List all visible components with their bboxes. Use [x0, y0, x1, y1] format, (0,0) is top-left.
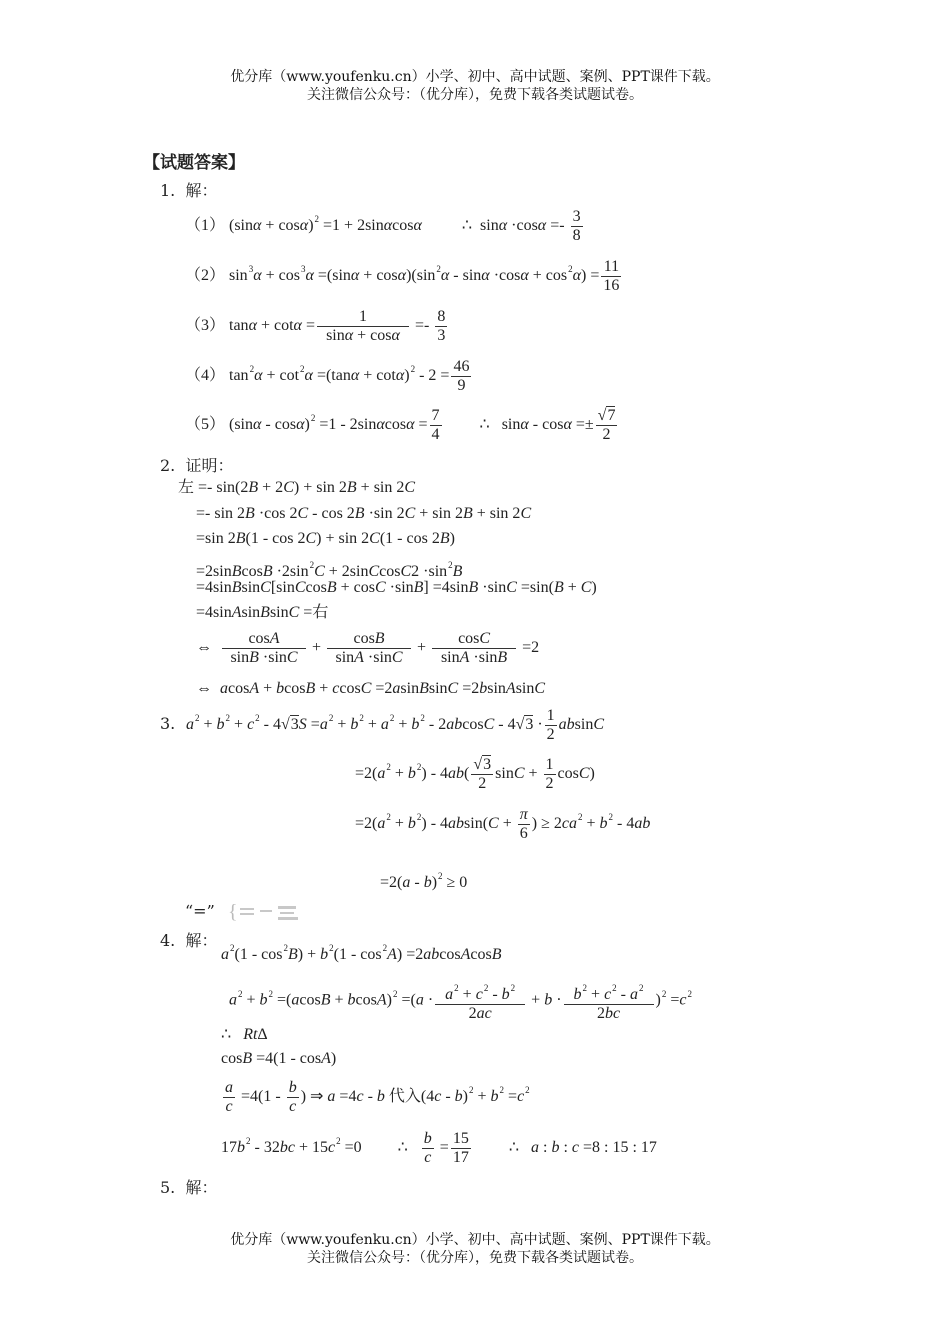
q4-line1: $a^2(1 - \cos^2B) + b^2(1 - \cos^2A)$ =2abcosAcosB — [221, 943, 502, 963]
q4-line3: ∴ RtΔ — [221, 1026, 268, 1043]
q2-left-side: 左 — [178, 479, 195, 496]
q3-line2: $=2(a^2 + b^2) - 4ab$( $\frac{√3}{2}$ sinC + $\frac{1}{2}$ cosC) — [355, 756, 595, 792]
q5-heading — [160, 1178, 217, 1198]
page-header-line-1: 优分库（www.youfenku.cn）小学、初中、高中试题、案例、PPT课件下载。 — [230, 69, 720, 85]
q2-label: 证明： — [185, 456, 234, 475]
q4-line2: $a^2 + b^2 =(acosB + bcosA)^2 =(a$ · $\frac{a^2 + c^2 - b^2}{2ac}$ + b · $\frac{b^2 + c^2 - a^2}{2bc}$ )$^2 =c^2$ — [229, 979, 692, 1023]
q1-heading — [160, 181, 217, 201]
q1-part1: （1） $(\sin\alpha + \cos\alpha)^2 =1 + 2\sin\alpha\cos\alpha$ ∴ sinα ·cosα =- $\frac{3}{8}$ — [185, 208, 581, 244]
q3-line3: $=2(a^2 + b^2) - 4absin(C$ + $\frac{\pi}{6}$ ) ≥ $2ca^2 + b^2 - 4ab$ — [355, 806, 651, 842]
q2-line8: ⇔ acosA + bcosB + ccosC =2asinBsinC =2bsinAsinC — [196, 680, 546, 697]
q1-part3: （3） tanα + cotα = $\frac{1}{\sin\alpha + \cos\alpha}$ =- $\frac{8}{3}$ — [185, 308, 446, 344]
q5-label: 解： — [185, 1178, 218, 1197]
q1-part2: （2） $\sin^3\alpha + \cos^3\alpha =(\sin\alpha + \cos\alpha)(\sin^2\alpha - \sin\alpha \cdot\cos\alpha + \cos^2\alpha)$ = $\frac{11}{16}$ — [185, 258, 620, 294]
q1-number: 1. — [160, 181, 176, 200]
svg-text:{: { — [227, 901, 238, 923]
q4-label: 解： — [185, 931, 218, 950]
q3-line4: =2(a - b)$^2$ ≥ 0 — [380, 871, 468, 891]
q2-line5: =4sinBsinC[sinCcosB + cosC ·sinB] =4sinB ·sinC =sin(B + C) — [196, 579, 597, 596]
q4-number: 4. — [160, 931, 176, 950]
q2-right-side: 右 — [312, 604, 329, 621]
q2-line6: =4sinAsinBsinC =右 — [196, 604, 329, 621]
q1-label: 解： — [185, 181, 218, 200]
q1-part4: （4） $\tan^2\alpha + \cot^2\alpha =(\tan\alpha + \cot\alpha)^2 - 2$ = $\frac{46}{9}$ — [185, 358, 470, 394]
q2-line4: =2sinBcosB $\cdot 2\sin^2C$ + 2sinCcosC2 $\cdot\sin^2B$ — [196, 560, 463, 580]
q2-line2: =- sin 2B ·cos 2C - cos 2B ·sin 2C + sin 2B + sin 2C — [196, 505, 532, 522]
page-footer-line-1: 优分库（www.youfenku.cn）小学、初中、高中试题、案例、PPT课件下载。 — [230, 1232, 720, 1248]
q2-line7: ⇔ $\frac{\cos A}{\sin B \cdot\sin C}$ + $\frac{\cos B}{\sin A \cdot\sin C}$ + $\frac{\cos C}{\sin A \cdot\sin B}$ =2 — [196, 630, 540, 666]
q2-line1: 左 =- sin(2B + 2C) + sin 2B + sin 2C — [178, 479, 416, 496]
q2-number: 2. — [160, 456, 176, 475]
q3-number: 3. — [160, 714, 176, 733]
q4-line5: $\frac{a}{c}$ =4(1 - $\frac{b}{c}$ ) ⇒ a =4c - b 代入$(4c - b)^2 + b^2 =c^2$ — [225, 1079, 530, 1115]
q4-line4: cosB =4(1 - cosA) — [221, 1050, 337, 1067]
q4-substitute-label: 代入 — [388, 1088, 421, 1106]
q2-heading — [160, 456, 233, 476]
q2-line3: =sin 2B(1 - cos 2C) + sin 2C(1 - cos 2B) — [196, 530, 455, 547]
q5-number: 5. — [160, 1178, 176, 1197]
q3-cropped-formula — [226, 901, 306, 923]
q4-line6: $17b^2 - 32bc + 15c^2 =0$ ∴ $\frac{b}{c}$ = $\frac{15}{17}$ ∴ a : b : c =8 : 15 : 17 — [221, 1130, 657, 1166]
q1-part5: （5） (sinα - cosα)$^2$ =1 - 2sinαcosα = $\frac{7}{4}$ ∴ sinα - cosα =± $\frac{√7}{2}$ — [185, 407, 616, 443]
q3-line1: $a^2 + b^2 + c^2 - 4√3S =a^2 + b^2 + a^2 + b^2 - 2abcosC - 4√3$ · $\frac{1}{2}$ absinC — [186, 707, 605, 743]
q4-heading — [160, 931, 217, 951]
page-footer-line-2: 关注微信公众号：（优分库），免费下载各类试题试卷。 — [307, 1250, 643, 1266]
section-title: 【试题答案】 — [143, 153, 245, 173]
q3-equality-note: “=” { — [185, 901, 306, 923]
page-header-line-2: 关注微信公众号：（优分库），免费下载各类试题试卷。 — [307, 87, 643, 103]
